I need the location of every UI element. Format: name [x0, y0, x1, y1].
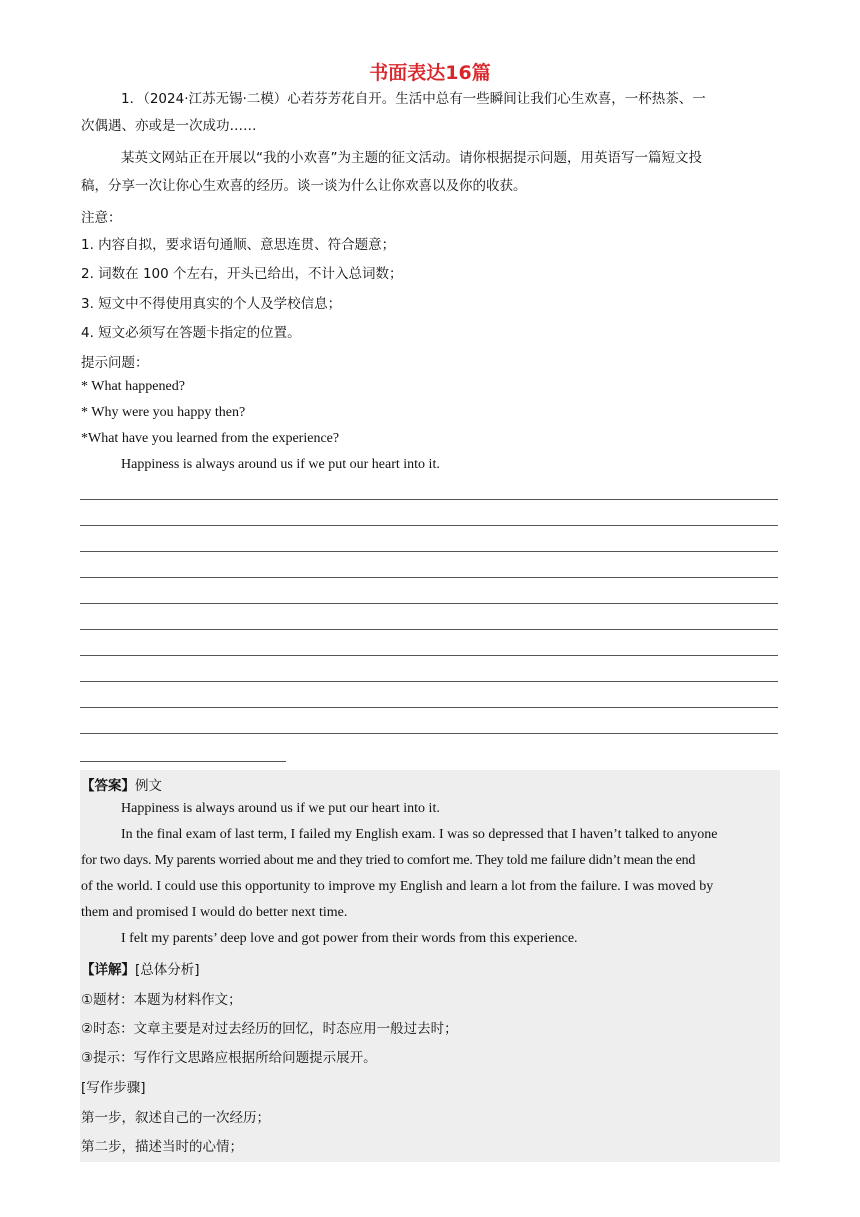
sample-line: for two days. My parents worried about me and they tried to comfort me. They told me failure didn’t mean the end [81, 853, 696, 868]
question-line-2: 次偶遇、亦或是一次成功…… [81, 118, 257, 134]
answer-heading [81, 774, 162, 794]
page-title: 书面表达16篇 [369, 62, 491, 84]
essay-opening: Happiness is always around us if we put our heart into it. [121, 457, 440, 472]
answer-line [80, 525, 778, 526]
step-item: 第二步，描述当时的心情； [81, 1139, 243, 1155]
question-number: 1． [121, 91, 144, 107]
analysis-item: ③提示：写作行文思路应根据所给问题提示展开。 [81, 1050, 377, 1066]
hints-label: 提示问题： [81, 355, 149, 371]
sample-paragraph-3: I felt my parents’ deep love and got power from their words from this experience. [121, 931, 578, 946]
answer-line [80, 551, 778, 552]
hint-item: * What happened? [81, 379, 185, 394]
answer-line [80, 577, 778, 578]
detail-label-tail: [总体分析] [135, 962, 200, 978]
answer-line-short [80, 761, 286, 762]
sample-paragraph-1: Happiness is always around us if we put our heart into it. [121, 801, 440, 816]
steps-label: [写作步骤] [81, 1080, 146, 1096]
answer-line [80, 655, 778, 656]
answer-label-tail: 例文 [135, 778, 162, 794]
detail-heading [81, 958, 200, 978]
note-item: 4. 短文必须写在答题卡指定的位置。 [81, 325, 301, 341]
step-item: 第一步，叙述自己的一次经历； [81, 1110, 270, 1126]
answer-line [80, 707, 778, 708]
question-line-1 [121, 87, 706, 107]
answer-line [80, 499, 778, 500]
sample-line: them and promised I would do better next time. [81, 905, 348, 920]
answer-label: 【答案】 [81, 778, 135, 794]
question-line-3: 某英文网站正在开展以“我的小欢喜”为主题的征文活动。请你根据提示问题，用英语写一篇短文投 [121, 150, 702, 166]
note-item: 3. 短文中不得使用真实的个人及学校信息； [81, 296, 342, 312]
sample-line: In the final exam of last term, I failed my English exam. I was so depressed that I haven’t talked to anyone [121, 827, 718, 842]
detail-label: 【详解】 [81, 962, 135, 978]
analysis-item: ①题材：本题为材料作文； [81, 992, 242, 1008]
question-source-text: （2024·江苏无锡·二模）心若芬芳花自开。生活中总有一些瞬间让我们心生欢喜，一杯热茶、一 [143, 91, 706, 107]
note-item: 1. 内容自拟，要求语句通顺、意思连贯、符合题意； [81, 237, 396, 253]
answer-line [80, 629, 778, 630]
note-item: 2. 词数在 100 个左右，开头已给出，不计入总词数； [81, 266, 403, 282]
question-line-4: 稿，分享一次让你心生欢喜的经历。谈一谈为什么让你欢喜以及你的收获。 [81, 178, 527, 194]
notes-label: 注意： [81, 210, 122, 226]
answer-line [80, 603, 778, 604]
hint-item: * Why were you happy then? [81, 405, 246, 420]
answer-line [80, 681, 778, 682]
analysis-item: ②时态：文章主要是对过去经历的回忆，时态应用一般过去时； [81, 1021, 458, 1037]
answer-line [80, 733, 778, 734]
sample-line: of the world. I could use this opportunity to improve my English and learn a lot from the failure. I was moved by [81, 879, 714, 894]
hint-item: *What have you learned from the experience? [81, 431, 340, 446]
